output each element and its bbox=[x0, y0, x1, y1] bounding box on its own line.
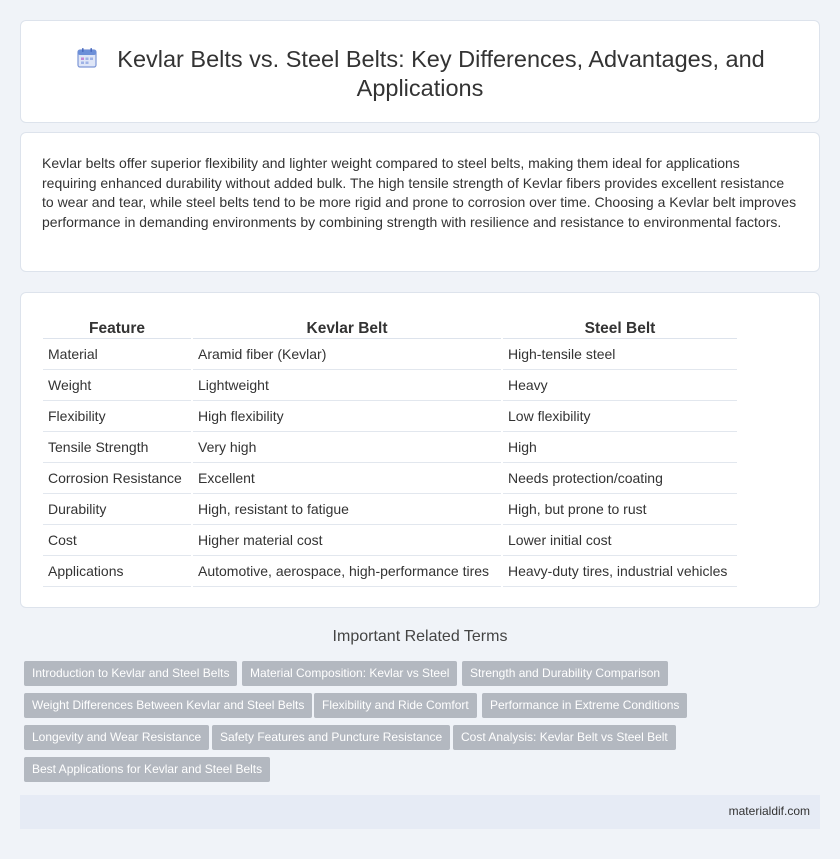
page-title: Kevlar Belts vs. Steel Belts: Key Differences, Advantages, and Applications bbox=[117, 46, 765, 101]
related-term-tag[interactable]: Best Applications for Kevlar and Steel Belts bbox=[24, 757, 270, 782]
cell-kevlar: Lightweight bbox=[192, 369, 502, 400]
related-term-tag[interactable]: Performance in Extreme Conditions bbox=[482, 693, 687, 718]
related-term-tag[interactable]: Introduction to Kevlar and Steel Belts bbox=[24, 661, 237, 686]
cell-feature: Cost bbox=[43, 524, 192, 555]
table-row bbox=[43, 555, 737, 586]
footer-site-link[interactable]: materialdif.com bbox=[728, 804, 810, 818]
table-row bbox=[43, 524, 737, 555]
table-row bbox=[43, 400, 737, 431]
related-term-tag[interactable]: Flexibility and Ride Comfort bbox=[314, 693, 477, 718]
title-card bbox=[20, 20, 820, 123]
intro-card bbox=[20, 132, 820, 272]
related-term-tag[interactable]: Cost Analysis: Kevlar Belt vs Steel Belt bbox=[453, 725, 676, 750]
related-terms-heading: Important Related Terms bbox=[332, 628, 508, 645]
cell-steel: High, but prone to rust bbox=[502, 493, 737, 524]
comparison-card bbox=[20, 292, 820, 608]
cell-kevlar: Aramid fiber (Kevlar) bbox=[192, 338, 502, 369]
cell-steel: High bbox=[502, 431, 737, 462]
header-feature: Feature bbox=[43, 313, 192, 338]
header-kevlar: Kevlar Belt bbox=[192, 313, 502, 338]
footer bbox=[20, 795, 820, 829]
table-row bbox=[43, 462, 737, 493]
cell-feature: Flexibility bbox=[43, 400, 192, 431]
cell-feature: Material bbox=[43, 338, 192, 369]
page-title-wrap bbox=[21, 45, 819, 103]
cell-kevlar: High, resistant to fatigue bbox=[192, 493, 502, 524]
related-term-tag[interactable]: Strength and Durability Comparison bbox=[462, 661, 668, 686]
cell-kevlar: High flexibility bbox=[192, 400, 502, 431]
table-row bbox=[43, 369, 737, 400]
cell-steel: High-tensile steel bbox=[502, 338, 737, 369]
cell-feature: Applications bbox=[43, 555, 192, 586]
cell-steel: Low flexibility bbox=[502, 400, 737, 431]
related-term-tag[interactable]: Material Composition: Kevlar vs Steel bbox=[242, 661, 457, 686]
cell-kevlar: Very high bbox=[192, 431, 502, 462]
header-steel: Steel Belt bbox=[502, 313, 737, 338]
cell-feature: Tensile Strength bbox=[43, 431, 192, 462]
cell-steel: Heavy-duty tires, industrial vehicles bbox=[502, 555, 737, 586]
cell-feature: Corrosion Resistance bbox=[43, 462, 192, 493]
related-term-tag[interactable]: Safety Features and Puncture Resistance bbox=[212, 725, 450, 750]
cell-feature: Weight bbox=[43, 369, 192, 400]
table-row bbox=[43, 431, 737, 462]
table-row bbox=[43, 338, 737, 369]
table-header-row bbox=[43, 313, 737, 338]
cell-kevlar: Automotive, aerospace, high-performance tires bbox=[192, 555, 502, 586]
cell-steel: Lower initial cost bbox=[502, 524, 737, 555]
cell-feature: Durability bbox=[43, 493, 192, 524]
comparison-table bbox=[43, 313, 737, 587]
cell-steel: Heavy bbox=[502, 369, 737, 400]
table-row bbox=[43, 493, 737, 524]
calendar-icon bbox=[75, 46, 99, 70]
cell-kevlar: Higher material cost bbox=[192, 524, 502, 555]
related-term-tag[interactable]: Weight Differences Between Kevlar and Steel Belts bbox=[24, 693, 312, 718]
cell-steel: Needs protection/coating bbox=[502, 462, 737, 493]
related-term-tag[interactable]: Longevity and Wear Resistance bbox=[24, 725, 209, 750]
cell-kevlar: Excellent bbox=[192, 462, 502, 493]
intro-paragraph: Kevlar belts offer superior flexibility and lighter weight compared to steel belts, making them ideal for applications requiring enhanced durability without added bulk. The high tensile strength of Kevlar fibers provides excellent resistance to wear and tear, while steel belts tend to be more rigid and prone to corrosion over time. Choosing a Kevlar belt improves performance in demanding environments by combining strength with resilience and resistance to environmental factors. bbox=[42, 155, 797, 230]
